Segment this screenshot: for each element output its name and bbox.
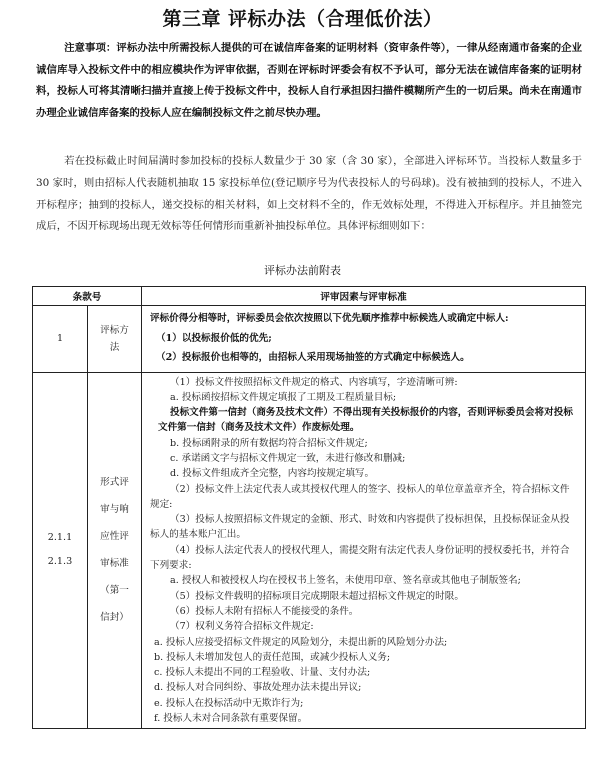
clause-number: [33, 372, 88, 729]
header-clause: 条款号: [33, 287, 142, 306]
clause-number-line: 2.1.1: [47, 532, 73, 544]
table-row: [33, 372, 586, 729]
criteria-line: （4）投标人法定代表人的授权代理人，需提交附有法定代表人身份证明的授权委托书，并符合下列要求:: [150, 544, 570, 572]
criteria-line: a. 授权人和被授权人均在授权书上签名，未使用印章、签名章或其他电子制版签名;: [170, 575, 521, 587]
criteria-line: （2）投标报价也相等的，由招标人采用现场抽签的方式确定中标候选人。: [156, 352, 470, 363]
criteria-line: d. 投标人对合同纠纷、事故处理办法未提出异议;: [154, 682, 362, 694]
criteria-line: d. 投标文件组成齐全完整，内容均按规定填写。: [170, 468, 375, 480]
clause-item: [88, 372, 142, 729]
clause-item-line: 形式评: [100, 477, 129, 489]
criteria-line: b. 投标函附录的所有数据均符合招标文件规定;: [170, 437, 368, 449]
notice-lead: 注意事项：: [64, 42, 117, 54]
criteria-line: 评标价得分相等时，评标委员会依次按照以下优先顺序推荐中标候选人或确定中标人:: [150, 313, 509, 324]
clause-number-line: 2.1.3: [47, 556, 73, 568]
clause-item-line: 应性评: [100, 531, 129, 543]
clause-item-line: 审标准: [100, 558, 129, 570]
clause-item-line: 信封）: [100, 612, 129, 624]
table-row: [33, 306, 586, 373]
criteria-line: e. 投标人在投标活动中无欺诈行为;: [154, 697, 304, 709]
criteria-cell: [142, 306, 586, 373]
clause-item: [88, 306, 142, 373]
criteria-line: f. 投标人未对合同条款有重要保留。: [154, 713, 308, 725]
criteria-line: （1）投标文件按照招标文件规定的格式、内容填写，字迹清晰可辨:: [170, 376, 458, 388]
evaluation-table: [32, 286, 586, 729]
page-title: 第三章 评标办法（合理低价法）: [162, 8, 443, 30]
clause-number: 1: [33, 306, 88, 373]
criteria-line: （2）投标文件上法定代表人或其授权代理人的签字、投标人的单位章盖章齐全，符合招标文件规定:: [150, 483, 570, 510]
criteria-line: 投标文件第一信封（商务及技术文件）不得出现有关投标报价的内容，否则评标委员会将对投标文件第一信封（商务及技术文件）作废标处理。: [158, 407, 573, 434]
criteria-line: c. 承诺函文字与招标文件规定一致，未进行修改和删减;: [170, 452, 406, 464]
criteria-line: （6）投标人未附有招标人不能接受的条件。: [170, 605, 359, 617]
clause-item-line: （第一: [100, 585, 129, 597]
clause-item-line: 审与响: [100, 504, 129, 516]
criteria-line: （7）权利义务符合招标文件规定:: [170, 621, 314, 633]
intro-text: 若在投标截止时间届满时参加投标的投标人数量少于 30 家（含 30 家），全部进入评标环节。当投标人数量多于 30 家时，则由招标人代表随机抽取 15 家投标单位(登记顺序号为代表投标人的号码球)。没有被抽到的投标人，不进入开标程序；抽到的投标人，递交投标的相关材料，如上交材料不全的，作无效标处理，不得进入开标程序。并且抽签完成后，不因开标现场出现无效标等任何情形而重新补抽投标单位。具体评标细则如下：: [36, 155, 582, 233]
notice-text: 评标办法中所需投标人提供的可在诚信库备案的证明材料（资审条件等），一律从经南通市备案的企业诚信库导入投标文件中的相应模块作为评审依据，否则在评标时评委会有权不予认可，部分无法在诚信库备案的证明材料，投标人可将其清晰扫描并直接上传于投标文件中，投标人自行承担因扫描件模糊所产生的一切后果。尚未在南通市办理企业诚信库备案的投标人应在编制投标文件之前尽快办理。: [36, 42, 583, 119]
criteria-line: a. 投标函按招标文件规定填报了工期及工程质量目标;: [170, 391, 397, 403]
criteria-cell: [142, 372, 586, 729]
criteria-line: c. 投标人未提出不同的工程验收、计量、支付办法;: [154, 667, 371, 679]
notice-paragraph: [36, 38, 582, 124]
clause-item-line: 评标方: [100, 324, 129, 336]
clause-item-line: 法: [109, 341, 120, 353]
criteria-line: （1）以投标报价低的优先;: [156, 332, 272, 344]
table-header-row: [33, 287, 586, 306]
criteria-line: b. 投标人未增加发包人的责任范围，或减少投标人义务;: [154, 651, 391, 663]
criteria-line: （3）投标人按照招标文件规定的金额、形式、时效和内容提供了投标担保，且投标保证金从投标人的基本账户汇出。: [150, 514, 570, 541]
header-factors: 评审因素与评审标准: [142, 287, 586, 306]
intro-paragraph: [36, 151, 582, 238]
table-title: 评标办法前附表: [264, 264, 341, 277]
criteria-line: a. 投标人应接受招标文件规定的风险划分，未提出新的风险划分办法;: [154, 636, 448, 648]
criteria-line: （5）投标文件载明的招标项目完成期限未超过招标文件规定的时限。: [170, 590, 464, 602]
